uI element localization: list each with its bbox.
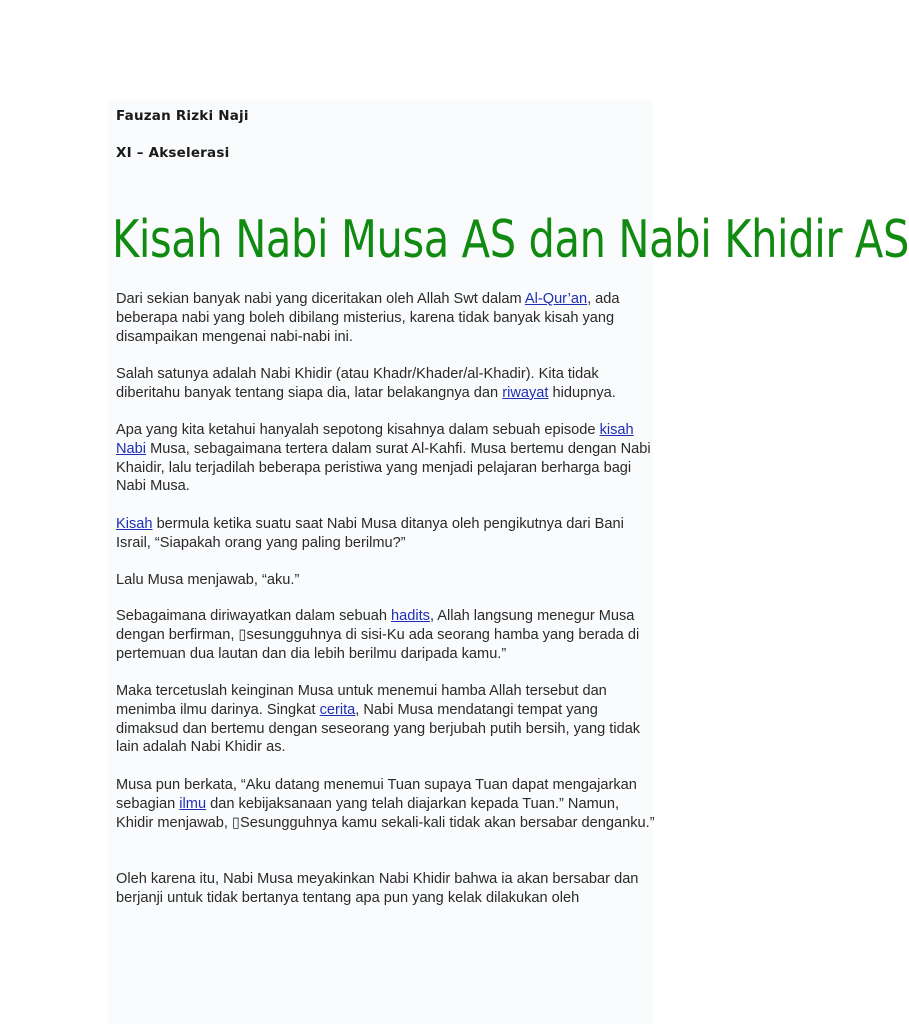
paragraph-text: Musa pun berkata, “Aku datang menemui Tuan supaya Tuan dapat mengajarkan sebagian <box>116 777 637 812</box>
paragraph-text: Sebagaimana diriwayatkan dalam sebuah <box>116 608 392 624</box>
link-riwayat[interactable]: riwayat <box>502 384 549 401</box>
paragraph-text: Salah satunya adalah Nabi Khidir (atau Khadr/Khader/al-Khadir). Kita tidak diberitahu banyak tentang siapa dia, latar belakangnya dan <box>116 366 599 401</box>
link-al-quran[interactable]: Al-Qur’an <box>524 291 588 307</box>
paragraph-4 <box>116 515 656 553</box>
paragraph-text: Apa yang kita ketahui hanyalah sepotong kisahnya dalam sebuah episode <box>116 422 600 438</box>
paragraph-text: , Allah langsung menegur Musa dengan berfirman, ▯sesungguhnya di sisi-Ku ada seorang hamba yang berada di pertemuan dua lautan dan dia lebih berilmu daripada kamu.” <box>116 608 640 662</box>
paragraph-3 <box>116 421 656 496</box>
paragraph-text: Lalu Musa menjawab, “aku.” <box>116 572 300 588</box>
class-label: XI – Akselerasi <box>116 145 230 161</box>
link-hadits[interactable]: hadits <box>391 608 430 624</box>
paragraph-2 <box>116 365 656 403</box>
paragraph-1 <box>116 290 656 346</box>
paragraph-text: dan kebijaksanaan yang telah diajarkan kepada Tuan.” Namun, Khidir menjawab, ▯Sesungguhnya kamu sekali-kali tidak akan bersabar denganku.” <box>116 795 655 831</box>
paragraph-text: Oleh karena itu, Nabi Musa meyakinkan Nabi Khidir bahwa ia akan bersabar dan berjanji untuk tidak bertanya tentang apa pun yang kelak dilakukan oleh <box>116 871 639 906</box>
paragraph-8 <box>116 776 656 832</box>
paragraph-text: Maka tercetuslah keinginan Musa untuk menemui hamba Allah tersebut dan menimba ilmu darinya. Singkat <box>116 683 607 718</box>
paragraph-text: hidupnya. <box>548 384 616 401</box>
paragraph-6 <box>116 607 656 663</box>
link-kisah-nabi[interactable]: kisah Nabi <box>116 422 634 457</box>
link-kisah[interactable]: Kisah <box>116 516 153 532</box>
paragraph-text: Dari sekian banyak nabi yang diceritakan oleh Allah Swt dalam <box>116 291 525 307</box>
document-title: Kisah Nabi Musa AS dan Nabi Khidir AS <box>112 210 909 270</box>
paragraph-text: , Nabi Musa mendatangi tempat yang dimaksud dan bertemu dengan seseorang yang berjubah putih bersih, yang tidak lain adalah Nabi Khidir as. <box>116 701 641 756</box>
link-ilmu[interactable]: ilmu <box>179 795 207 812</box>
author-name: Fauzan Rizki Naji <box>116 108 249 124</box>
link-cerita[interactable]: cerita <box>319 701 356 718</box>
paragraph-9 <box>116 870 656 908</box>
paragraph-5 <box>116 571 656 590</box>
paragraph-text: , ada beberapa nabi yang boleh dibilang misterius, karena tidak banyak kisah yang disampaikan mengenai nabi-nabi ini. <box>116 291 620 345</box>
paragraph-text: bermula ketika suatu saat Nabi Musa ditanya oleh pengikutnya dari Bani Israil, “Siapakah orang yang paling berilmu?” <box>116 516 624 551</box>
paragraph-text: Musa, sebagaimana tertera dalam surat Al-Kahfi. Musa bertemu dengan Nabi Khaidir, lalu terjadilah beberapa peristiwa yang menjadi pelajaran berharga bagi Nabi Musa. <box>116 440 651 495</box>
paragraph-7 <box>116 682 656 757</box>
